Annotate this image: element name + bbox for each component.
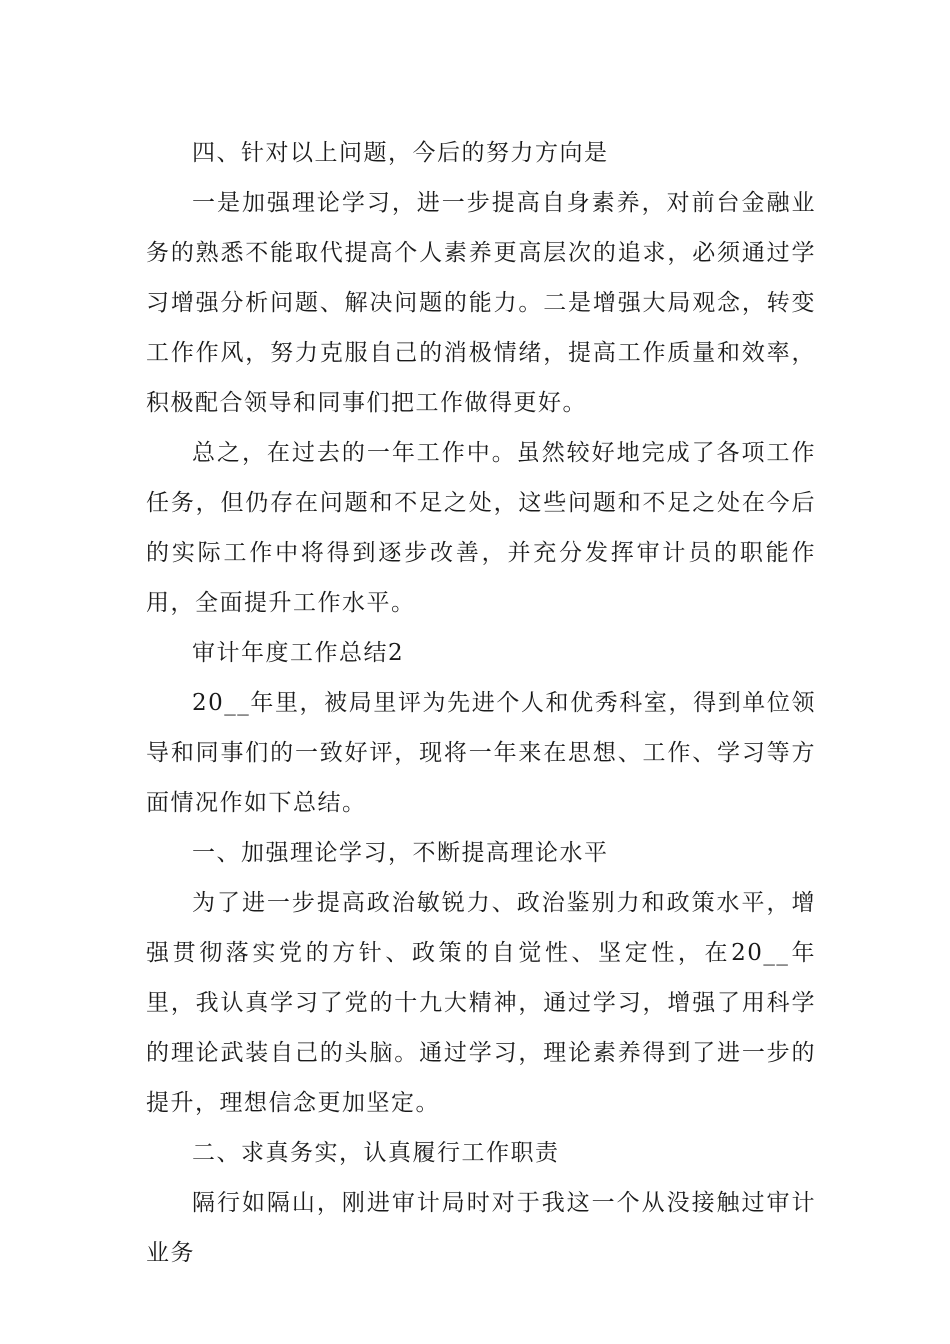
paragraph-duties: 隔行如隔山，刚进审计局时对于我这一个从没接触过审计业务 xyxy=(146,1190,816,1266)
section-heading-duties: 二、求真务实，认真履行工作职责 xyxy=(192,1140,560,1166)
paragraph-introduction: 20__年里，被局里评为先进个人和优秀科室，得到单位领导和同事们的一致好评，现将一年来在思想、工作、学习等方面情况作如下总结。 xyxy=(146,690,816,816)
paragraph-conclusion: 总之，在过去的一年工作中。虽然较好地完成了各项工作任务，但仍存在问题和不足之处，这些问题和不足之处在今后的实际工作中将得到逐步改善，并充分发挥审计员的职能作用，全面提升工作水平。 xyxy=(146,440,816,616)
document-subtitle: 审计年度工作总结2 xyxy=(192,640,405,666)
paragraph-improvement-measures: 一是加强理论学习，进一步提高自身素养，对前台金融业务的熟悉不能取代提高个人素养更高层次的追求，必须通过学习增强分析问题、解决问题的能力。二是增强大局观念，转变工作作风，努力克服自己的消极情绪，提高工作质量和效率，积极配合领导和同事们把工作做得更好。 xyxy=(146,190,816,416)
paragraph-theory-study: 为了进一步提高政治敏锐力、政治鉴别力和政策水平，增强贯彻落实党的方针、政策的自觉性、坚定性，在20__年里，我认真学习了党的十九大精神，通过学习，增强了用科学的理论武装自己的头脑。通过学习，理论素养得到了进一步的提升，理想信念更加坚定。 xyxy=(146,890,816,1116)
document-body xyxy=(146,128,816,1278)
section-heading-theory-study: 一、加强理论学习，不断提高理论水平 xyxy=(192,840,609,866)
section-heading-improvement-direction: 四、针对以上问题，今后的努力方向是 xyxy=(192,140,609,166)
